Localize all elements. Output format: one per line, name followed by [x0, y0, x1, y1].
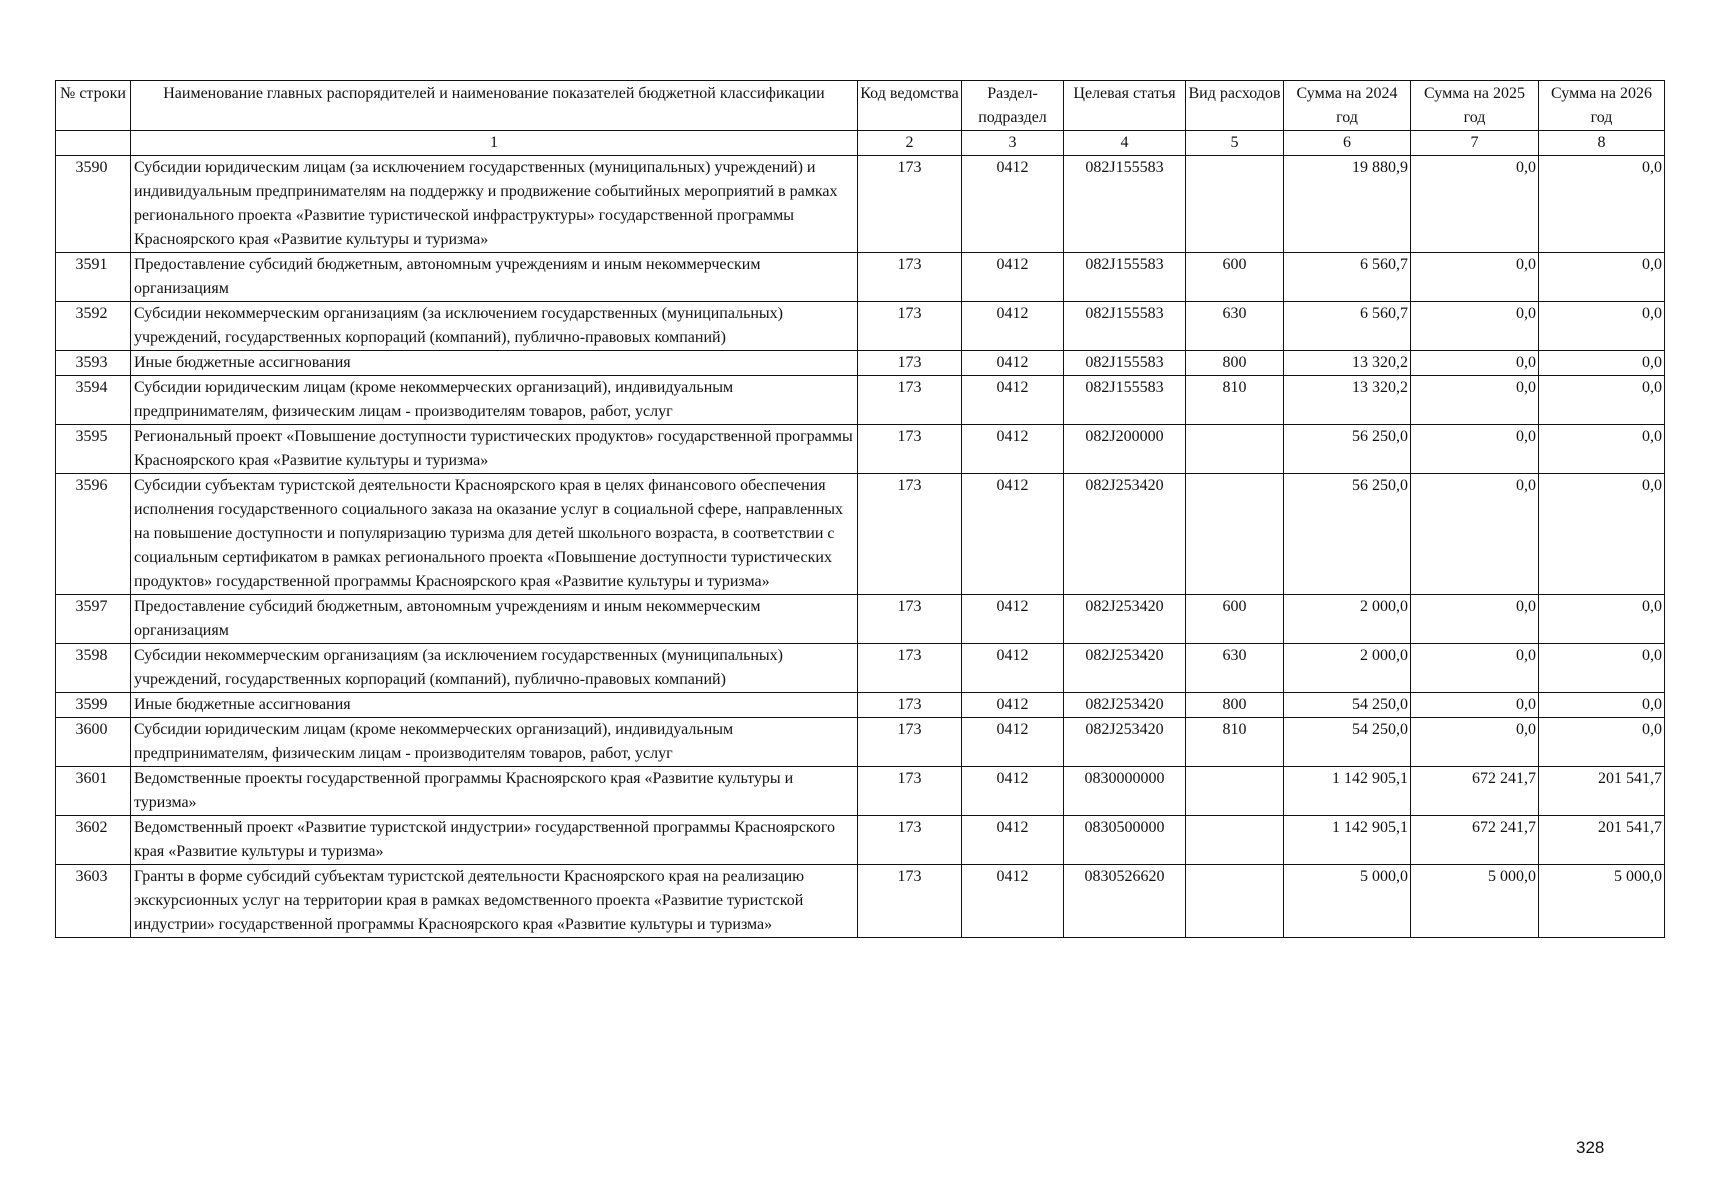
sum-2024-cell: 6 560,7 — [1284, 302, 1411, 351]
sum-2024-cell: 54 250,0 — [1284, 718, 1411, 767]
sum-2026-cell: 5 000,0 — [1539, 865, 1665, 938]
department-code-cell: 173 — [858, 595, 962, 644]
row-number-cell: 3599 — [56, 693, 131, 718]
row-name-cell: Иные бюджетные ассигнования — [131, 351, 858, 376]
column-index: 5 — [1186, 131, 1284, 156]
department-code-cell: 173 — [858, 425, 962, 474]
table-row — [56, 693, 1665, 718]
sum-2025-cell: 672 241,7 — [1411, 816, 1539, 865]
expense-type-cell — [1186, 767, 1284, 816]
column-index: 8 — [1539, 131, 1665, 156]
table-row — [56, 351, 1665, 376]
expense-type-cell: 600 — [1186, 595, 1284, 644]
header-name: Наименование главных распорядителей и наименование показателей бюджетной классификации — [131, 81, 858, 131]
section-cell: 0412 — [962, 376, 1064, 425]
row-name-cell: Субсидии юридическим лицам (за исключением государственных (муниципальных) учреждений) и индивидуальным предпринимателям на поддержку и продвижение событийных мероприятий в рамках регионального проекта «Развитие туристической инфраструктуры» государственной программы Красноярского края «Развитие культуры и туризма» — [131, 156, 858, 253]
sum-2025-cell: 0,0 — [1411, 302, 1539, 351]
sum-2026-cell: 0,0 — [1539, 156, 1665, 253]
department-code-cell: 173 — [858, 865, 962, 938]
header-row-number: № строки — [56, 81, 131, 131]
department-code-cell: 173 — [858, 718, 962, 767]
expense-type-cell: 630 — [1186, 644, 1284, 693]
section-cell: 0412 — [962, 351, 1064, 376]
target-article-cell: 082J155583 — [1064, 302, 1186, 351]
sum-2026-cell: 0,0 — [1539, 302, 1665, 351]
table-body — [56, 156, 1665, 938]
expense-type-cell: 600 — [1186, 253, 1284, 302]
sum-2024-cell: 2 000,0 — [1284, 595, 1411, 644]
sum-2025-cell: 0,0 — [1411, 718, 1539, 767]
expense-type-cell: 810 — [1186, 376, 1284, 425]
section-cell: 0412 — [962, 425, 1064, 474]
column-index — [56, 131, 131, 156]
sum-2025-cell: 0,0 — [1411, 644, 1539, 693]
table-row — [56, 644, 1665, 693]
row-number-cell: 3600 — [56, 718, 131, 767]
sum-2025-cell: 0,0 — [1411, 156, 1539, 253]
target-article-cell: 082J155583 — [1064, 156, 1186, 253]
table-row — [56, 718, 1665, 767]
column-index: 2 — [858, 131, 962, 156]
header-sum-2025: Сумма на 2025 год — [1411, 81, 1539, 131]
row-number-cell: 3595 — [56, 425, 131, 474]
target-article-cell: 082J155583 — [1064, 376, 1186, 425]
sum-2025-cell: 0,0 — [1411, 351, 1539, 376]
row-name-cell: Субсидии некоммерческим организациям (за исключением государственных (муниципальных) учреждений, государственных корпораций (компаний), публично-правовых компаний) — [131, 302, 858, 351]
expense-type-cell: 630 — [1186, 302, 1284, 351]
sum-2025-cell: 0,0 — [1411, 474, 1539, 595]
row-number-cell: 3598 — [56, 644, 131, 693]
row-name-cell: Субсидии некоммерческим организациям (за исключением государственных (муниципальных) учреждений, государственных корпораций (компаний), публично-правовых компаний) — [131, 644, 858, 693]
row-number-cell: 3590 — [56, 156, 131, 253]
expense-type-cell: 810 — [1186, 718, 1284, 767]
section-cell: 0412 — [962, 302, 1064, 351]
column-index: 7 — [1411, 131, 1539, 156]
row-name-cell: Субсидии субъектам туристской деятельности Красноярского края в целях финансового обеспечения исполнения государственного социального заказа на оказание услуг в социальной сфере, направленных на повышение доступности и популяризацию туризма для детей школьного возраста, в соответствии с социальным сертификатом в рамках регионального проекта «Повышение доступности туристических продуктов» государственной программы Красноярского края «Развитие культуры и туризма» — [131, 474, 858, 595]
target-article-cell: 082J200000 — [1064, 425, 1186, 474]
sum-2025-cell: 0,0 — [1411, 693, 1539, 718]
section-cell: 0412 — [962, 644, 1064, 693]
sum-2024-cell: 1 142 905,1 — [1284, 767, 1411, 816]
column-index: 3 — [962, 131, 1064, 156]
target-article-cell: 0830526620 — [1064, 865, 1186, 938]
row-number-cell: 3594 — [56, 376, 131, 425]
target-article-cell: 0830000000 — [1064, 767, 1186, 816]
header-department-code: Код ведомства — [858, 81, 962, 131]
page-number: 328 — [1576, 1138, 1605, 1157]
table-row — [56, 425, 1665, 474]
column-index: 4 — [1064, 131, 1186, 156]
header-section: Раздел-подраздел — [962, 81, 1064, 131]
sum-2026-cell: 0,0 — [1539, 474, 1665, 595]
section-cell: 0412 — [962, 156, 1064, 253]
sum-2026-cell: 0,0 — [1539, 644, 1665, 693]
section-cell: 0412 — [962, 253, 1064, 302]
sum-2025-cell: 5 000,0 — [1411, 865, 1539, 938]
row-name-cell: Ведомственные проекты государственной программы Красноярского края «Развитие культуры и туризма» — [131, 767, 858, 816]
header-expense-type: Вид расходов — [1186, 81, 1284, 131]
target-article-cell: 082J253420 — [1064, 474, 1186, 595]
section-cell: 0412 — [962, 474, 1064, 595]
sum-2026-cell: 0,0 — [1539, 595, 1665, 644]
row-number-cell: 3596 — [56, 474, 131, 595]
row-number-cell: 3602 — [56, 816, 131, 865]
section-cell: 0412 — [962, 693, 1064, 718]
expense-type-cell: 800 — [1186, 351, 1284, 376]
expense-type-cell — [1186, 865, 1284, 938]
sum-2025-cell: 0,0 — [1411, 253, 1539, 302]
sum-2026-cell: 0,0 — [1539, 376, 1665, 425]
department-code-cell: 173 — [858, 156, 962, 253]
department-code-cell: 173 — [858, 816, 962, 865]
row-number-cell: 3593 — [56, 351, 131, 376]
row-number-cell: 3592 — [56, 302, 131, 351]
row-name-cell: Региональный проект «Повышение доступности туристических продуктов» государственной программы Красноярского края «Развитие культуры и туризма» — [131, 425, 858, 474]
budget-table — [55, 80, 1665, 938]
sum-2024-cell: 19 880,9 — [1284, 156, 1411, 253]
department-code-cell: 173 — [858, 376, 962, 425]
row-name-cell: Предоставление субсидий бюджетным, автономным учреждениям и иным некоммерческим организациям — [131, 595, 858, 644]
department-code-cell: 173 — [858, 302, 962, 351]
header-target-article: Целевая статья — [1064, 81, 1186, 131]
expense-type-cell — [1186, 816, 1284, 865]
sum-2024-cell: 2 000,0 — [1284, 644, 1411, 693]
table-row — [56, 474, 1665, 595]
sum-2024-cell: 13 320,2 — [1284, 351, 1411, 376]
sum-2024-cell: 5 000,0 — [1284, 865, 1411, 938]
column-index: 1 — [131, 131, 858, 156]
sum-2026-cell: 0,0 — [1539, 351, 1665, 376]
row-number-cell: 3597 — [56, 595, 131, 644]
header-sum-2024: Сумма на 2024 год — [1284, 81, 1411, 131]
sum-2026-cell: 0,0 — [1539, 425, 1665, 474]
row-name-cell: Гранты в форме субсидий субъектам туристской деятельности Красноярского края на реализацию экскурсионных услуг на территории края в рамках ведомственного проекта «Развитие туристской индустрии» государственной программы Красноярского края «Развитие культуры и туризма» — [131, 865, 858, 938]
section-cell: 0412 — [962, 718, 1064, 767]
row-name-cell: Предоставление субсидий бюджетным, автономным учреждениям и иным некоммерческим организациям — [131, 253, 858, 302]
column-index-row — [56, 131, 1665, 156]
table-row — [56, 302, 1665, 351]
section-cell: 0412 — [962, 865, 1064, 938]
department-code-cell: 173 — [858, 253, 962, 302]
table-row — [56, 156, 1665, 253]
sum-2024-cell: 56 250,0 — [1284, 474, 1411, 595]
sum-2026-cell: 0,0 — [1539, 253, 1665, 302]
expense-type-cell — [1186, 425, 1284, 474]
target-article-cell: 082J253420 — [1064, 595, 1186, 644]
row-number-cell: 3603 — [56, 865, 131, 938]
table-row — [56, 767, 1665, 816]
table-row — [56, 816, 1665, 865]
section-cell: 0412 — [962, 767, 1064, 816]
section-cell: 0412 — [962, 595, 1064, 644]
header-row — [56, 81, 1665, 131]
table-row — [56, 865, 1665, 938]
sum-2026-cell: 0,0 — [1539, 718, 1665, 767]
department-code-cell: 173 — [858, 767, 962, 816]
section-cell: 0412 — [962, 816, 1064, 865]
target-article-cell: 082J155583 — [1064, 351, 1186, 376]
sum-2026-cell: 201 541,7 — [1539, 816, 1665, 865]
sum-2024-cell: 1 142 905,1 — [1284, 816, 1411, 865]
table-row — [56, 253, 1665, 302]
expense-type-cell — [1186, 156, 1284, 253]
sum-2025-cell: 672 241,7 — [1411, 767, 1539, 816]
table-row — [56, 376, 1665, 425]
row-name-cell: Ведомственный проект «Развитие туристской индустрии» государственной программы Красноярского края «Развитие культуры и туризма» — [131, 816, 858, 865]
sum-2025-cell: 0,0 — [1411, 425, 1539, 474]
department-code-cell: 173 — [858, 474, 962, 595]
row-number-cell: 3591 — [56, 253, 131, 302]
column-index: 6 — [1284, 131, 1411, 156]
header-sum-2026: Сумма на 2026 год — [1539, 81, 1665, 131]
sum-2026-cell: 0,0 — [1539, 693, 1665, 718]
target-article-cell: 082J253420 — [1064, 644, 1186, 693]
target-article-cell: 082J155583 — [1064, 253, 1186, 302]
row-name-cell: Субсидии юридическим лицам (кроме некоммерческих организаций), индивидуальным предпринимателям, физическим лицам - производителям товаров, работ, услуг — [131, 718, 858, 767]
target-article-cell: 082J253420 — [1064, 718, 1186, 767]
expense-type-cell — [1186, 474, 1284, 595]
target-article-cell: 0830500000 — [1064, 816, 1186, 865]
department-code-cell: 173 — [858, 693, 962, 718]
sum-2025-cell: 0,0 — [1411, 595, 1539, 644]
row-name-cell: Субсидии юридическим лицам (кроме некоммерческих организаций), индивидуальным предпринимателям, физическим лицам - производителям товаров, работ, услуг — [131, 376, 858, 425]
sum-2024-cell: 13 320,2 — [1284, 376, 1411, 425]
sum-2024-cell: 56 250,0 — [1284, 425, 1411, 474]
table-row — [56, 595, 1665, 644]
sum-2024-cell: 54 250,0 — [1284, 693, 1411, 718]
department-code-cell: 173 — [858, 644, 962, 693]
row-number-cell: 3601 — [56, 767, 131, 816]
target-article-cell: 082J253420 — [1064, 693, 1186, 718]
department-code-cell: 173 — [858, 351, 962, 376]
sum-2025-cell: 0,0 — [1411, 376, 1539, 425]
expense-type-cell: 800 — [1186, 693, 1284, 718]
sum-2026-cell: 201 541,7 — [1539, 767, 1665, 816]
sum-2024-cell: 6 560,7 — [1284, 253, 1411, 302]
row-name-cell: Иные бюджетные ассигнования — [131, 693, 858, 718]
